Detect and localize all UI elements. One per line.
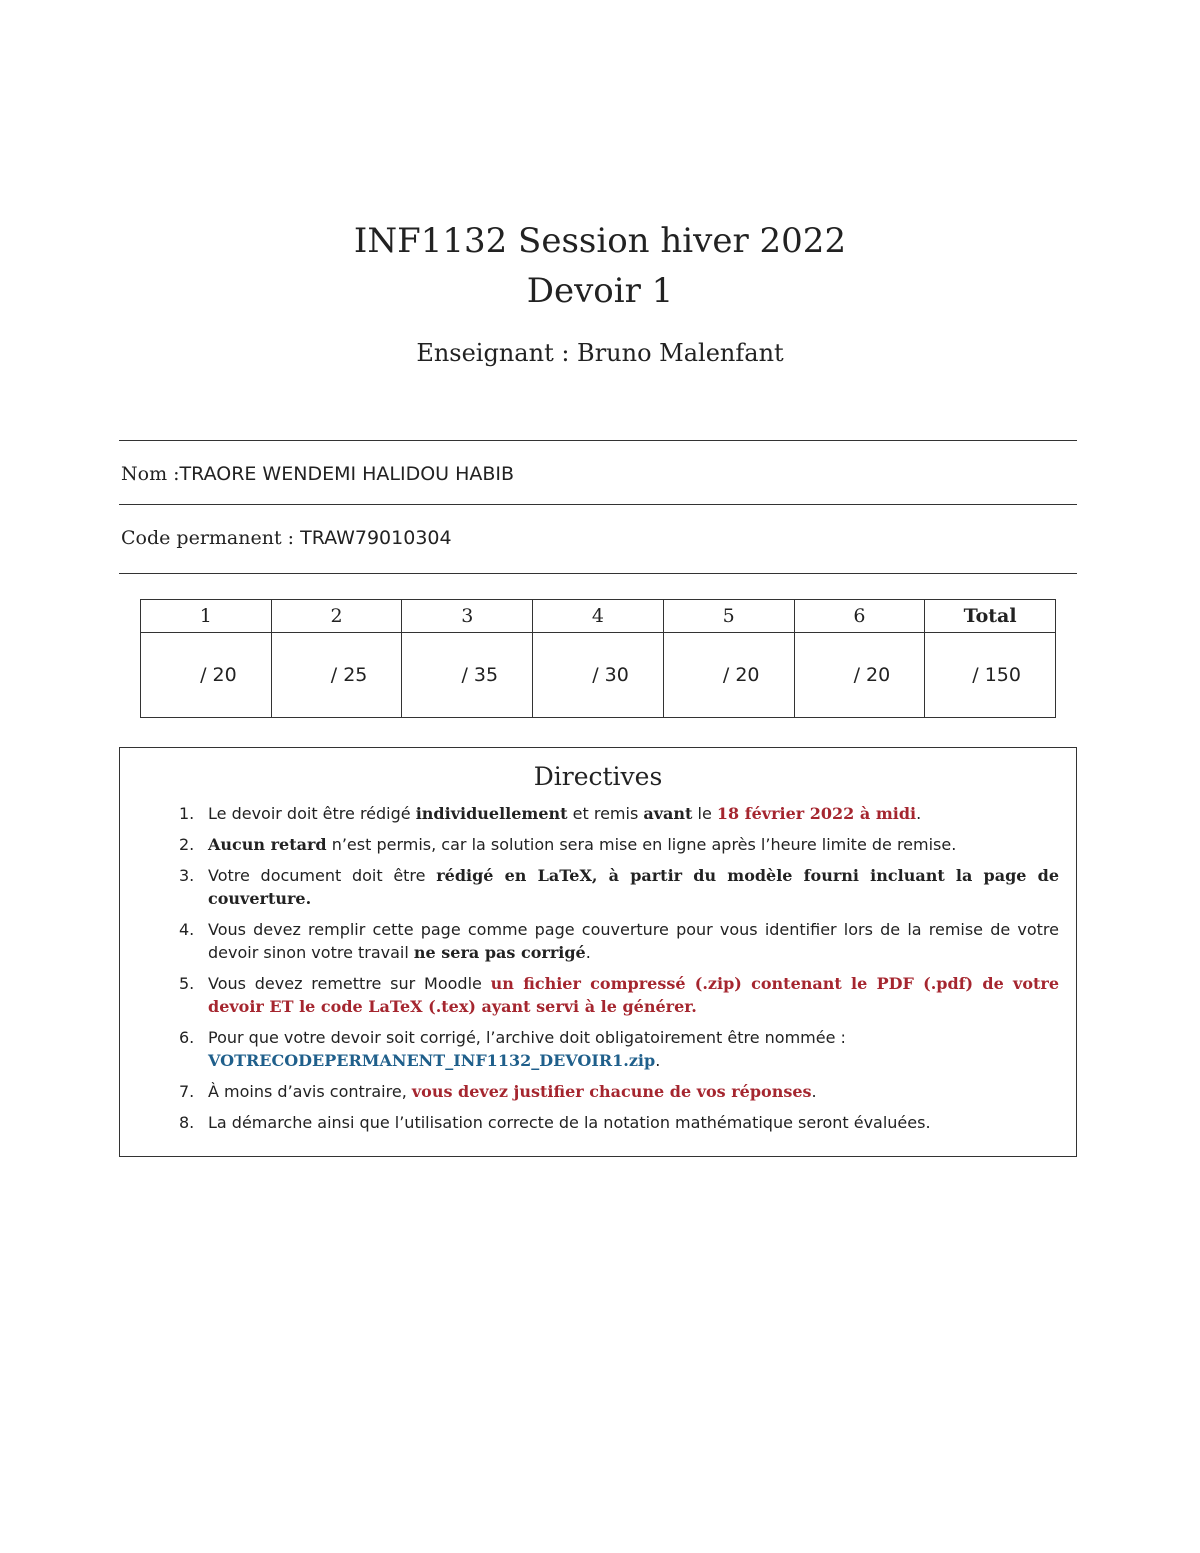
- directive-text: Vous devez remettre sur Moodle: [208, 974, 491, 993]
- directive-number: 8.: [179, 1113, 195, 1132]
- grade-header-6: 6: [794, 600, 925, 633]
- grade-header-total: Total: [925, 600, 1056, 633]
- directive-text: .: [811, 1082, 817, 1101]
- directive-text: .: [585, 943, 591, 962]
- code-value: TRAW79010304: [300, 527, 452, 549]
- directive-item-2: [179, 833, 1059, 856]
- grade-header-5: 5: [663, 600, 794, 633]
- directives-box: [119, 747, 1077, 1157]
- directive-item-1: [179, 802, 1059, 825]
- directive-text: et remis: [567, 804, 644, 823]
- directive-item-3: [179, 864, 1059, 910]
- directive-text: .: [655, 1051, 661, 1070]
- grade-score-6: / 20: [794, 633, 925, 718]
- directive-text: Votre document doit être: [208, 866, 437, 885]
- directive-item-7: [179, 1080, 1059, 1103]
- grade-score-4: / 30: [533, 633, 664, 718]
- grade-score-2: / 25: [271, 633, 402, 718]
- assignment-title: Devoir 1: [526, 271, 674, 311]
- divider-top: [119, 440, 1077, 441]
- student-name-field: [121, 462, 514, 486]
- name-value: TRAORE WENDEMI HALIDOU HABIB: [179, 463, 515, 485]
- directive-number: 4.: [179, 920, 195, 939]
- directive-number: 5.: [179, 974, 195, 993]
- student-code-field: [121, 526, 452, 550]
- directive-emphasis: ne sera pas corrigé: [413, 943, 586, 962]
- name-label: Nom :: [121, 463, 180, 485]
- code-label: Code permanent :: [121, 527, 301, 549]
- divider-bottom: [119, 573, 1077, 574]
- directive-number: 3.: [179, 866, 195, 885]
- grade-header-2: 2: [271, 600, 402, 633]
- divider-middle: [119, 504, 1077, 505]
- directive-text: Pour que votre devoir soit corrigé, l’archive doit obligatoirement être nommée :: [208, 1028, 846, 1047]
- grade-score-5: / 20: [663, 633, 794, 718]
- directive-number: 7.: [179, 1082, 195, 1101]
- directive-text: Le devoir doit être rédigé: [208, 804, 416, 823]
- grade-score-total: / 150: [925, 633, 1056, 718]
- grade-score-1: / 20: [141, 633, 272, 718]
- directives-list: [120, 802, 1076, 1134]
- directive-text: le: [692, 804, 717, 823]
- archive-filename: VOTRECODEPERMANENT_INF1132_DEVOIR1.zip: [208, 1051, 656, 1070]
- directive-item-8: [179, 1111, 1059, 1134]
- directive-text: À moins d’avis contraire,: [208, 1082, 412, 1101]
- directive-emphasis: individuellement: [415, 804, 568, 823]
- directive-emphasis: avant: [643, 804, 693, 823]
- directive-emphasis: Aucun retard: [208, 835, 327, 854]
- grade-score-3: / 35: [402, 633, 533, 718]
- grade-header-3: 3: [402, 600, 533, 633]
- grade-table: [140, 599, 1056, 718]
- directive-text: .: [916, 804, 922, 823]
- directive-emphasis-red: vous devez justifier chacune de vos réponses: [411, 1082, 812, 1101]
- grade-table-header-row: [141, 600, 1056, 633]
- directive-item-4: [179, 918, 1059, 964]
- course-title: INF1132 Session hiver 2022: [353, 221, 847, 261]
- title-block: [0, 216, 1200, 368]
- directive-text: n’est permis, car la solution sera mise en ligne après l’heure limite de remise.: [326, 835, 957, 854]
- deadline-text: 18 février 2022 à midi: [716, 804, 917, 823]
- directive-emphasis: rédigé en LaTeX, à partir du modèle fourni incluant la page de couverture.: [208, 866, 1059, 908]
- directives-title: Directives: [533, 762, 663, 791]
- directive-number: 6.: [179, 1028, 195, 1047]
- grade-table-score-row: [141, 633, 1056, 718]
- directive-text: Vous devez remplir cette page comme page couverture pour vous identifier lors de la remise de votre devoir sinon votre travail: [208, 920, 1059, 962]
- directive-item-5: [179, 972, 1059, 1018]
- directive-number: 2.: [179, 835, 195, 854]
- directive-item-6: [179, 1026, 1059, 1072]
- grade-header-4: 4: [533, 600, 664, 633]
- grade-header-1: 1: [141, 600, 272, 633]
- directive-text: La démarche ainsi que l’utilisation correcte de la notation mathématique seront évaluées.: [208, 1113, 931, 1132]
- teacher-line: Enseignant : Bruno Malenfant: [416, 339, 784, 367]
- directive-number: 1.: [179, 804, 195, 823]
- directive-emphasis-red: un fichier compressé (.zip) contenant le PDF (.pdf) de votre devoir ET le code LaTeX (.tex) ayant servi à le générer.: [208, 974, 1059, 1016]
